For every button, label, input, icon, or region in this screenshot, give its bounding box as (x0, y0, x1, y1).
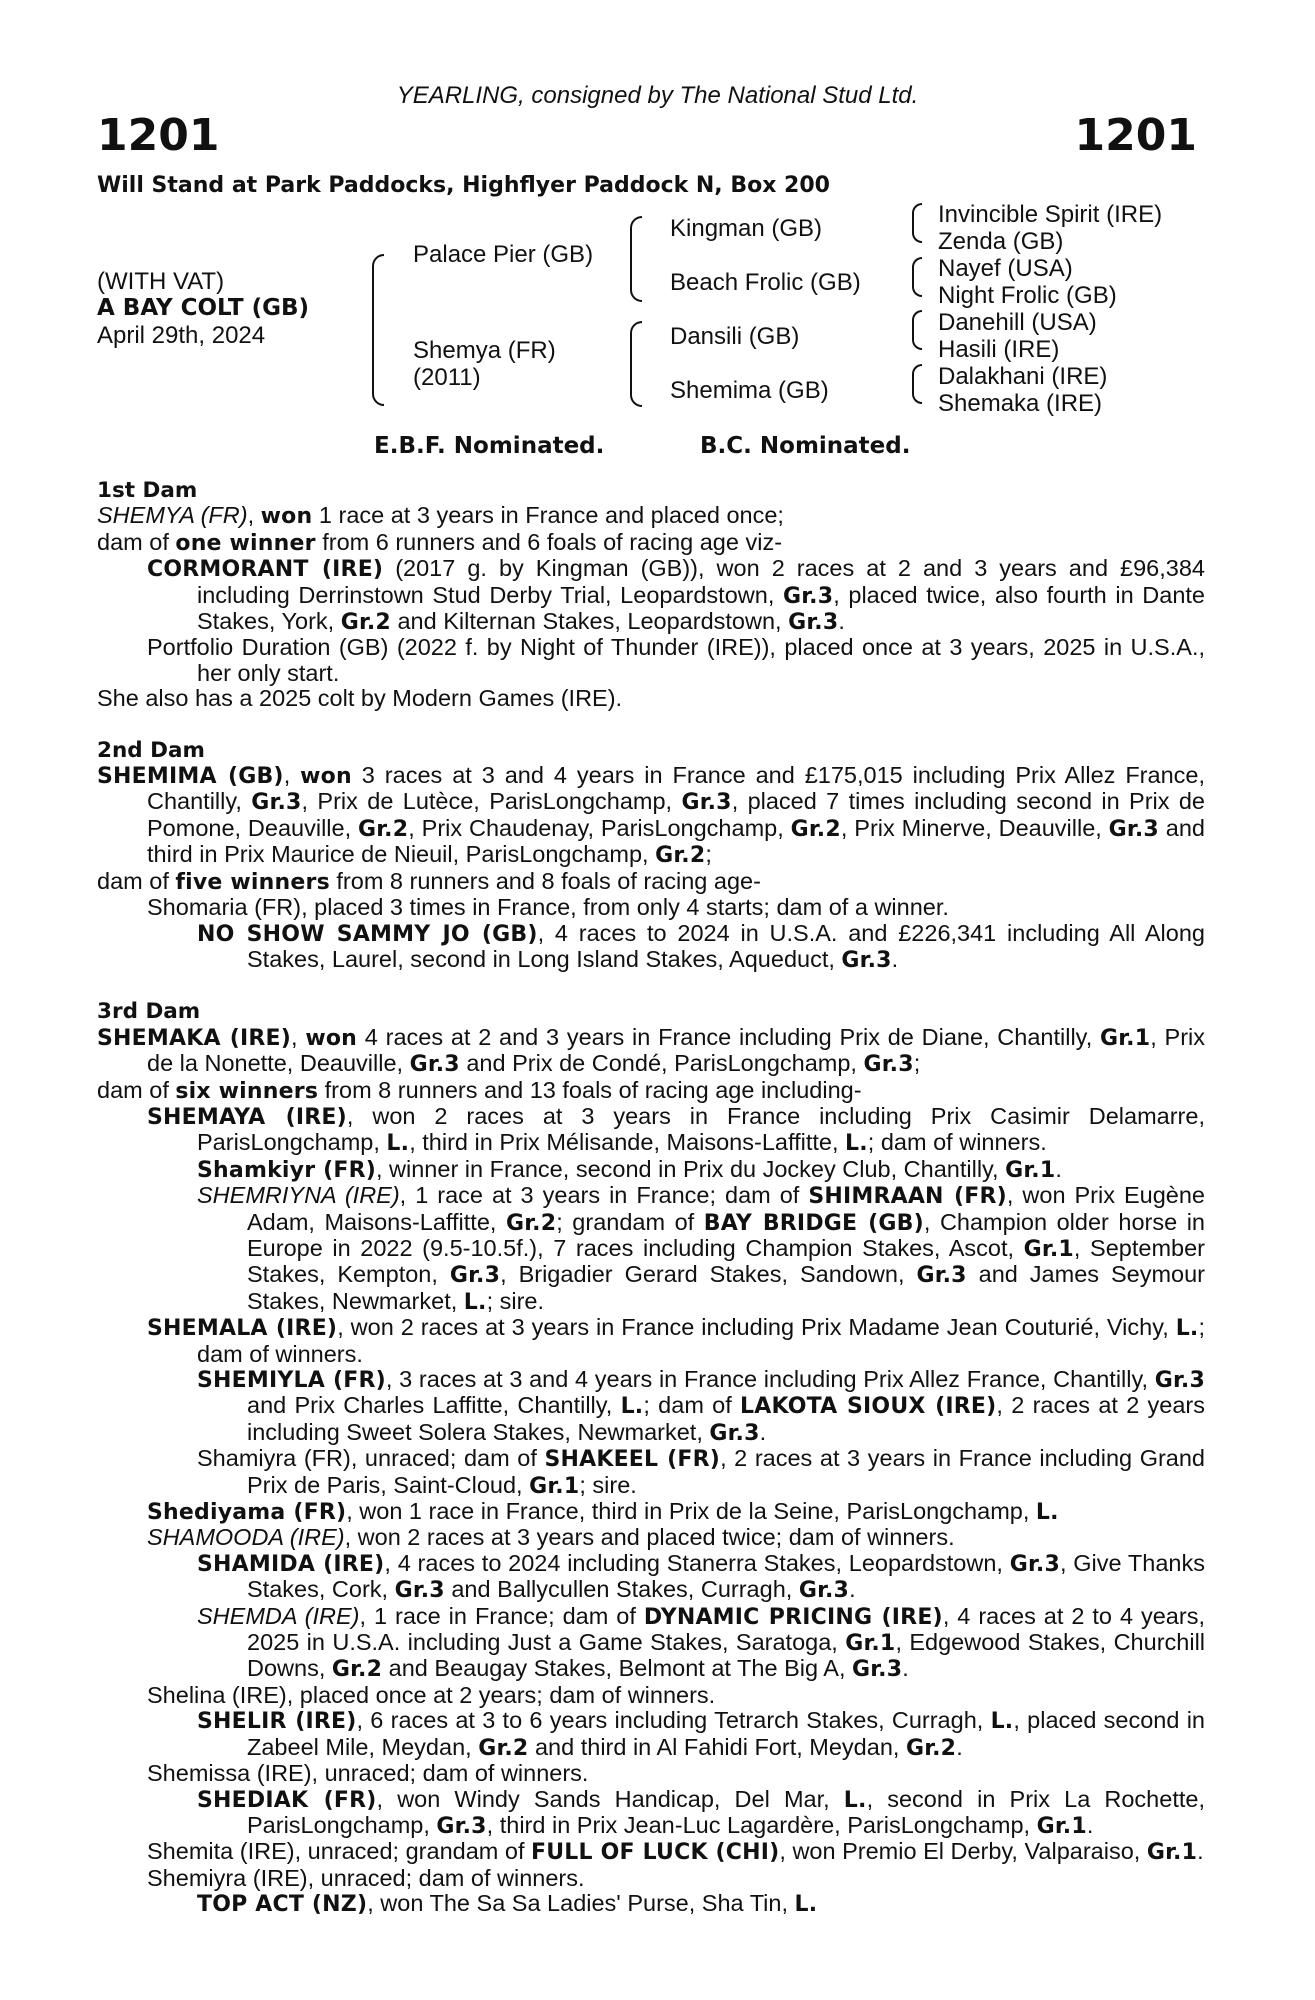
family-entry (97, 1315, 1205, 1367)
entry-text: ; sire. (579, 1471, 637, 1498)
entry-text: . (1197, 1838, 1204, 1865)
entry-text: Shamiyra (FR), unraced; dam of (197, 1445, 545, 1472)
entry-text: Shemita (IRE), unraced; grandam of (147, 1838, 532, 1865)
family-entry (97, 1157, 1205, 1183)
entry-text: Shemissa (IRE), unraced; dam of winners. (147, 1760, 589, 1787)
entry-text: ; grandam of (556, 1208, 704, 1235)
bold-text: Gr.2 (340, 610, 391, 636)
entry-text: ; dam of (643, 1392, 741, 1419)
bold-text: Gr.1 (1023, 1236, 1074, 1262)
italic-text: SHAMOODA (IRE) (147, 1524, 345, 1551)
third-dam-entries (97, 1025, 1205, 1918)
entry-text: , Edgewood Stakes, Churchill Downs, (247, 1629, 1206, 1682)
entry-text: , Give Thanks Stakes, Cork, (247, 1549, 1205, 1603)
entry-text: and third in Al Fahidi Fort, Meydan, (528, 1733, 906, 1760)
gen4-item: Zenda (GB) (938, 228, 1064, 255)
family-entry (97, 1025, 1205, 1078)
bc-nomination: B.C. Nominated. (700, 433, 911, 459)
entry-text: , won 1 race in France, third in Prix de la Seine, ParisLongchamp, (346, 1498, 1036, 1525)
bold-text: Gr.1 (845, 1631, 896, 1657)
gen3-item: Shemima (GB) (670, 377, 829, 404)
entry-text: . (759, 1418, 767, 1445)
bold-text: Gr.2 (331, 1657, 383, 1683)
gen3-item: Kingman (GB) (670, 215, 823, 242)
bold-text: Gr.1 (1099, 1025, 1151, 1051)
entry-text: dam of (97, 528, 176, 555)
entry-text: , placed 7 times including second in Prix de Pomone, Deauville, (147, 788, 1205, 841)
horse-name: A BAY COLT (GB) (97, 295, 310, 321)
bold-text: CORMORANT (IRE) (147, 557, 384, 583)
gen4-item: Hasili (IRE) (938, 336, 1060, 363)
bold-text: Gr.3 (782, 583, 834, 609)
bold-text: FULL OF LUCK (CHI) (531, 1840, 780, 1866)
gen4-item: Shemaka (IRE) (938, 390, 1103, 417)
italic-text: SHEMYA (FR) (97, 502, 248, 529)
gen4-item: Dalakhani (IRE) (938, 363, 1108, 390)
gen4-item: Nayef (USA) (938, 255, 1073, 282)
bold-text: Gr.3 (681, 790, 732, 816)
brace-beach-frolic (912, 257, 922, 297)
bold-text: Gr.1 (529, 1473, 580, 1499)
bold-text: SHAMIDA (IRE) (197, 1551, 385, 1577)
brace-dansili (912, 310, 922, 350)
entry-text: . (1086, 1811, 1094, 1838)
bold-text: Gr.3 (436, 1813, 487, 1839)
family-entry (97, 686, 1205, 711)
entry-text: , (291, 1023, 306, 1050)
bold-text: BAY BRIDGE (GB) (703, 1210, 924, 1236)
entry-text: and Kilternan Stakes, Leopardstown, (390, 608, 789, 635)
entry-text: , third in Prix Jean-Luc Lagardère, ParisLongchamp, (486, 1811, 1037, 1838)
second-dam-title: 2nd Dam (97, 737, 205, 763)
family-entry (97, 921, 1205, 974)
family-entry (97, 1683, 1205, 1708)
entry-text: , (247, 502, 261, 529)
bold-text: one winner (175, 530, 316, 556)
bold-text: Gr.3 (449, 1263, 501, 1289)
family-entry (97, 1708, 1205, 1761)
bold-text: LAKOTA SIOUX (IRE) (740, 1394, 997, 1420)
entry-text: , Prix Minerve, Deauville, (840, 814, 1109, 841)
bold-text: Gr.2 (790, 816, 841, 842)
bold-text: won (260, 504, 313, 530)
bold-text: Gr.3 (916, 1263, 967, 1289)
entry-text: She also has a 2025 colt by Modern Games (IRE). (97, 685, 623, 712)
entry-text: , won Premio El Derby, Valparaiso, (779, 1838, 1147, 1865)
gen4-item: Night Frolic (GB) (938, 282, 1117, 309)
sire-dam-brace (372, 254, 384, 406)
bold-text: L. (463, 1289, 487, 1315)
entry-text: , 4 races to 2024 in U.S.A. and £226,341 including All Along Stakes, Laurel, second in Long Island Stakes, Aqueduct, (247, 919, 1205, 972)
bold-text: Gr.3 (409, 1052, 460, 1078)
gen4-item: Invincible Spirit (IRE) (938, 201, 1163, 228)
entry-text: , 4 races to 2024 including Stanerra Stakes, Leopardstown, (384, 1549, 1010, 1576)
bold-text: SHEMAKA (IRE) (97, 1025, 292, 1051)
entry-text: , Prix Chaudenay, ParisLongchamp, (408, 814, 791, 841)
entry-text: , 2 races at 2 years including Sweet Solera Stakes, Newmarket, (247, 1392, 1205, 1445)
bold-text: five winners (175, 869, 330, 895)
brace-kingman (912, 203, 922, 243)
bold-text: L. (1175, 1316, 1199, 1342)
family-entry (97, 763, 1205, 869)
dam-brace (630, 321, 642, 407)
entry-text: from 8 runners and 8 foals of racing age- (329, 867, 761, 894)
family-entry (97, 1866, 1205, 1891)
lot-number-left: 1201 (97, 110, 220, 161)
family-entry (97, 556, 1205, 635)
entry-text: and Beaugay Stakes, Belmont at The Big A, (382, 1655, 853, 1682)
entry-text: , 6 races at 3 to 6 years including Tetrarch Stakes, Curragh, (356, 1707, 991, 1734)
entry-text: . (838, 608, 845, 635)
sire-name: Palace Pier (GB) (413, 241, 594, 268)
bold-text: SHEMAYA (IRE) (147, 1104, 347, 1130)
entry-text: , winner in France, second in Prix du Jockey Club, Chantilly, (375, 1155, 1006, 1182)
entry-text: , Champion older horse in Europe in 2022 (9.5-10.5f.), 7 races including Champion Stakes, Ascot, (247, 1208, 1206, 1261)
bold-text: SHAKEEL (FR) (544, 1447, 721, 1473)
entry-text: 1 race at 3 years in France and placed once; (312, 502, 784, 529)
bold-text: SHEMIYLA (FR) (197, 1368, 386, 1393)
lot-number-right: 1201 (1074, 110, 1197, 161)
entry-text: , won Windy Sands Handicap, Del Mar, (376, 1785, 844, 1812)
bold-text: Shediyama (FR) (147, 1500, 347, 1526)
entry-text: , Prix de Lutèce, ParisLongchamp, (301, 788, 682, 815)
bold-text: SHEDIAK (FR) (197, 1787, 377, 1813)
third-dam-section (97, 999, 1205, 1917)
entry-text: and Prix de Condé, ParisLongchamp, (459, 1050, 864, 1077)
entry-text: Shelina (IRE), placed once at 2 years; dam of winners. (147, 1681, 716, 1708)
family-entry (97, 1446, 1205, 1499)
gen3-item: Dansili (GB) (670, 323, 800, 350)
entry-text: ; dam of winners. (197, 1314, 1205, 1367)
bold-text: Gr.3 (788, 610, 839, 636)
family-entry (97, 1551, 1205, 1604)
family-entry (97, 1604, 1205, 1683)
entry-text: ; (913, 1050, 921, 1077)
family-entry (97, 1078, 1205, 1104)
entry-text: , placed twice, also fourth in Dante Stakes, York, (197, 581, 1205, 635)
bold-text: Gr.3 (863, 1052, 914, 1078)
bold-text: L. (386, 1131, 410, 1157)
bold-text: Gr.1 (1036, 1813, 1087, 1839)
bold-text: TOP ACT (NZ) (197, 1892, 368, 1918)
entry-text: 4 races at 2 and 3 years in France including Prix de Diane, Chantilly, (357, 1023, 1100, 1050)
brace-shemima (912, 364, 922, 404)
ebf-nomination: E.B.F. Nominated. (374, 433, 605, 459)
entry-text: . (956, 1733, 963, 1760)
entry-text: , 1 race in France; dam of (359, 1602, 644, 1629)
entry-text: , won 2 races at 3 years in France including Prix Madame Jean Couturié, Vichy, (337, 1314, 1176, 1341)
bold-text: L. (620, 1394, 644, 1420)
gen4-item: Danehill (USA) (938, 309, 1097, 336)
entry-text: , Prix de la Nonette, Deauville, (147, 1023, 1205, 1077)
dam-name: Shemya (FR) (413, 337, 556, 364)
family-entry (97, 1499, 1205, 1525)
entry-text: , 1 race at 3 years in France; dam of (399, 1182, 809, 1209)
bold-text: Gr.3 (798, 1578, 850, 1604)
bold-text: Gr.3 (841, 947, 892, 973)
family-entry (97, 1891, 1205, 1917)
entry-text: . (1055, 1155, 1062, 1182)
bold-text: L. (843, 1787, 867, 1813)
entry-text: Shemiyra (IRE), unraced; dam of winners. (147, 1864, 585, 1891)
bold-text: Gr.3 (852, 1657, 903, 1683)
bold-text: Gr.3 (1108, 816, 1159, 842)
entry-text: ; dam of winners. (867, 1129, 1047, 1156)
family-entry (97, 1839, 1205, 1865)
bold-text: SHEMIMA (GB) (97, 764, 284, 790)
entry-text: from 8 runners and 13 foals of racing age including- (318, 1076, 862, 1103)
bold-text: L. (990, 1709, 1014, 1735)
bold-text: Gr.3 (394, 1578, 445, 1604)
bold-text: SHEMALA (IRE) (147, 1316, 338, 1342)
sire-brace (630, 216, 642, 302)
bold-text: Shamkiyr (FR) (197, 1157, 376, 1183)
stand-location: Will Stand at Park Paddocks, Highflyer Paddock N, Box 200 (97, 173, 830, 198)
entry-text: , 2 races at 3 years in France including Grand Prix de Paris, Saint-Cloud, (247, 1445, 1206, 1498)
entry-text: , won 2 races at 3 years and placed twice; dam of winners. (344, 1524, 955, 1551)
bold-text: Gr.3 (709, 1420, 760, 1446)
entry-text: , (283, 762, 301, 789)
second-dam-section (97, 738, 1205, 974)
dam-year: (2011) (413, 364, 481, 391)
entry-text: , September Stakes, Kempton, (247, 1234, 1205, 1288)
family-entry (97, 530, 1205, 556)
entry-text: from 6 runners and 6 foals of racing age viz- (315, 528, 783, 555)
entry-text: , second in Prix La Rochette, ParisLongchamp, (247, 1785, 1205, 1838)
bold-text: Gr.3 (1009, 1551, 1060, 1577)
gen3-item: Beach Frolic (GB) (670, 269, 861, 296)
first-dam-entries (97, 503, 1205, 711)
entry-text: Shomaria (FR), placed 3 times in France, from only 4 starts; dam of a winner. (147, 894, 949, 921)
family-entry (97, 1367, 1205, 1446)
family-entry (97, 1104, 1205, 1157)
bold-text: NO SHOW SAMMY JO (GB) (197, 921, 538, 947)
date-of-birth: April 29th, 2024 (97, 322, 266, 349)
entry-text: , 4 races at 2 to 4 years, 2025 in U.S.A. including Just a Game Stakes, Saratoga, (247, 1602, 1205, 1656)
entry-text: , won Prix Eugène Adam, Maisons-Laffitte, (247, 1182, 1205, 1235)
bold-text: Gr.3 (251, 790, 302, 816)
bold-text: SHIMRAAN (FR) (808, 1184, 1007, 1210)
bold-text: DYNAMIC PRICING (IRE) (643, 1604, 943, 1630)
bold-text: Gr.2 (358, 816, 409, 842)
family-entry (97, 503, 1205, 529)
entry-text: (2017 g. by Kingman (GB)), won 2 races at 2 and 3 years and £96,384 including Derrinstown Stud Derby Trial, Leopardstown, (197, 555, 1205, 608)
bold-text: six winners (175, 1078, 319, 1104)
bold-text: Gr.2 (655, 843, 706, 869)
bold-text: Gr.2 (505, 1210, 557, 1236)
italic-text: SHEMRIYNA (IRE) (197, 1182, 400, 1209)
entry-text: . (891, 945, 899, 972)
bold-text: Gr.2 (905, 1735, 957, 1761)
family-details (97, 478, 1205, 1918)
family-entry (97, 1761, 1205, 1786)
consignor-line: YEARLING, consigned by The National Stud Ltd. (396, 82, 919, 109)
entry-text: dam of (97, 867, 176, 894)
entry-text: , placed second in Zabeel Mile, Meydan, (247, 1707, 1205, 1760)
family-entry (97, 895, 1205, 920)
bold-text: Gr.1 (1005, 1157, 1056, 1183)
first-dam-section (97, 478, 1205, 712)
entry-text: 3 races at 3 and 4 years in France and £175,015 including Prix Allez France, Chantilly, (147, 762, 1206, 815)
bold-text: SHELIR (IRE) (197, 1709, 357, 1735)
bold-text: Gr.1 (1146, 1840, 1198, 1866)
entry-text: , 3 races at 3 and 4 years in France including Prix Allez France, Chantilly, (385, 1366, 1155, 1392)
family-entry (97, 635, 1205, 686)
bold-text: won (300, 764, 352, 790)
entry-text: , third in Prix Mélisande, Maisons-Laffitte, (409, 1129, 846, 1156)
entry-text: , Brigadier Gerard Stakes, Sandown, (500, 1261, 917, 1288)
entry-text: Portfolio Duration (GB) (2022 f. by Night of Thunder (IRE)), placed once at 3 years, 2025 in U.S.A., her only start. (147, 634, 1205, 686)
bold-text: L. (1035, 1500, 1059, 1526)
entry-text: . (902, 1655, 909, 1682)
bold-text: L. (845, 1131, 868, 1157)
family-entry (97, 1525, 1205, 1550)
entry-text: and third in Prix Maurice de Nieuil, ParisLongchamp, (147, 814, 1206, 868)
entry-text: . (849, 1576, 856, 1603)
entry-text: and Prix Charles Laffitte, Chantilly, (247, 1392, 621, 1419)
italic-text: SHEMDA (IRE) (197, 1602, 360, 1629)
bold-text: L. (794, 1892, 818, 1918)
family-entry (97, 1787, 1205, 1840)
bold-text: Gr.3 (1154, 1368, 1205, 1393)
entry-text: and Ballycullen Stakes, Curragh, (444, 1576, 799, 1603)
entry-text: and James Seymour Stakes, Newmarket, (247, 1261, 1205, 1314)
first-dam-title: 1st Dam (97, 478, 198, 503)
vat-note: (WITH VAT) (97, 268, 225, 295)
entry-text: ; (705, 841, 712, 868)
entry-text: dam of (97, 1076, 176, 1103)
entry-text: , won 2 races at 3 years in France including Prix Casimir Delamarre, ParisLongchamp, (197, 1102, 1205, 1156)
second-dam-entries (97, 763, 1205, 973)
bold-text: Gr.2 (478, 1735, 529, 1761)
family-entry (97, 1183, 1205, 1315)
third-dam-title: 3rd Dam (97, 999, 201, 1025)
bold-text: won (305, 1025, 358, 1051)
entry-text: , won The Sa Sa Ladies' Purse, Sha Tin, (367, 1890, 795, 1917)
family-entry (97, 869, 1205, 895)
entry-text: ; sire. (486, 1287, 545, 1314)
